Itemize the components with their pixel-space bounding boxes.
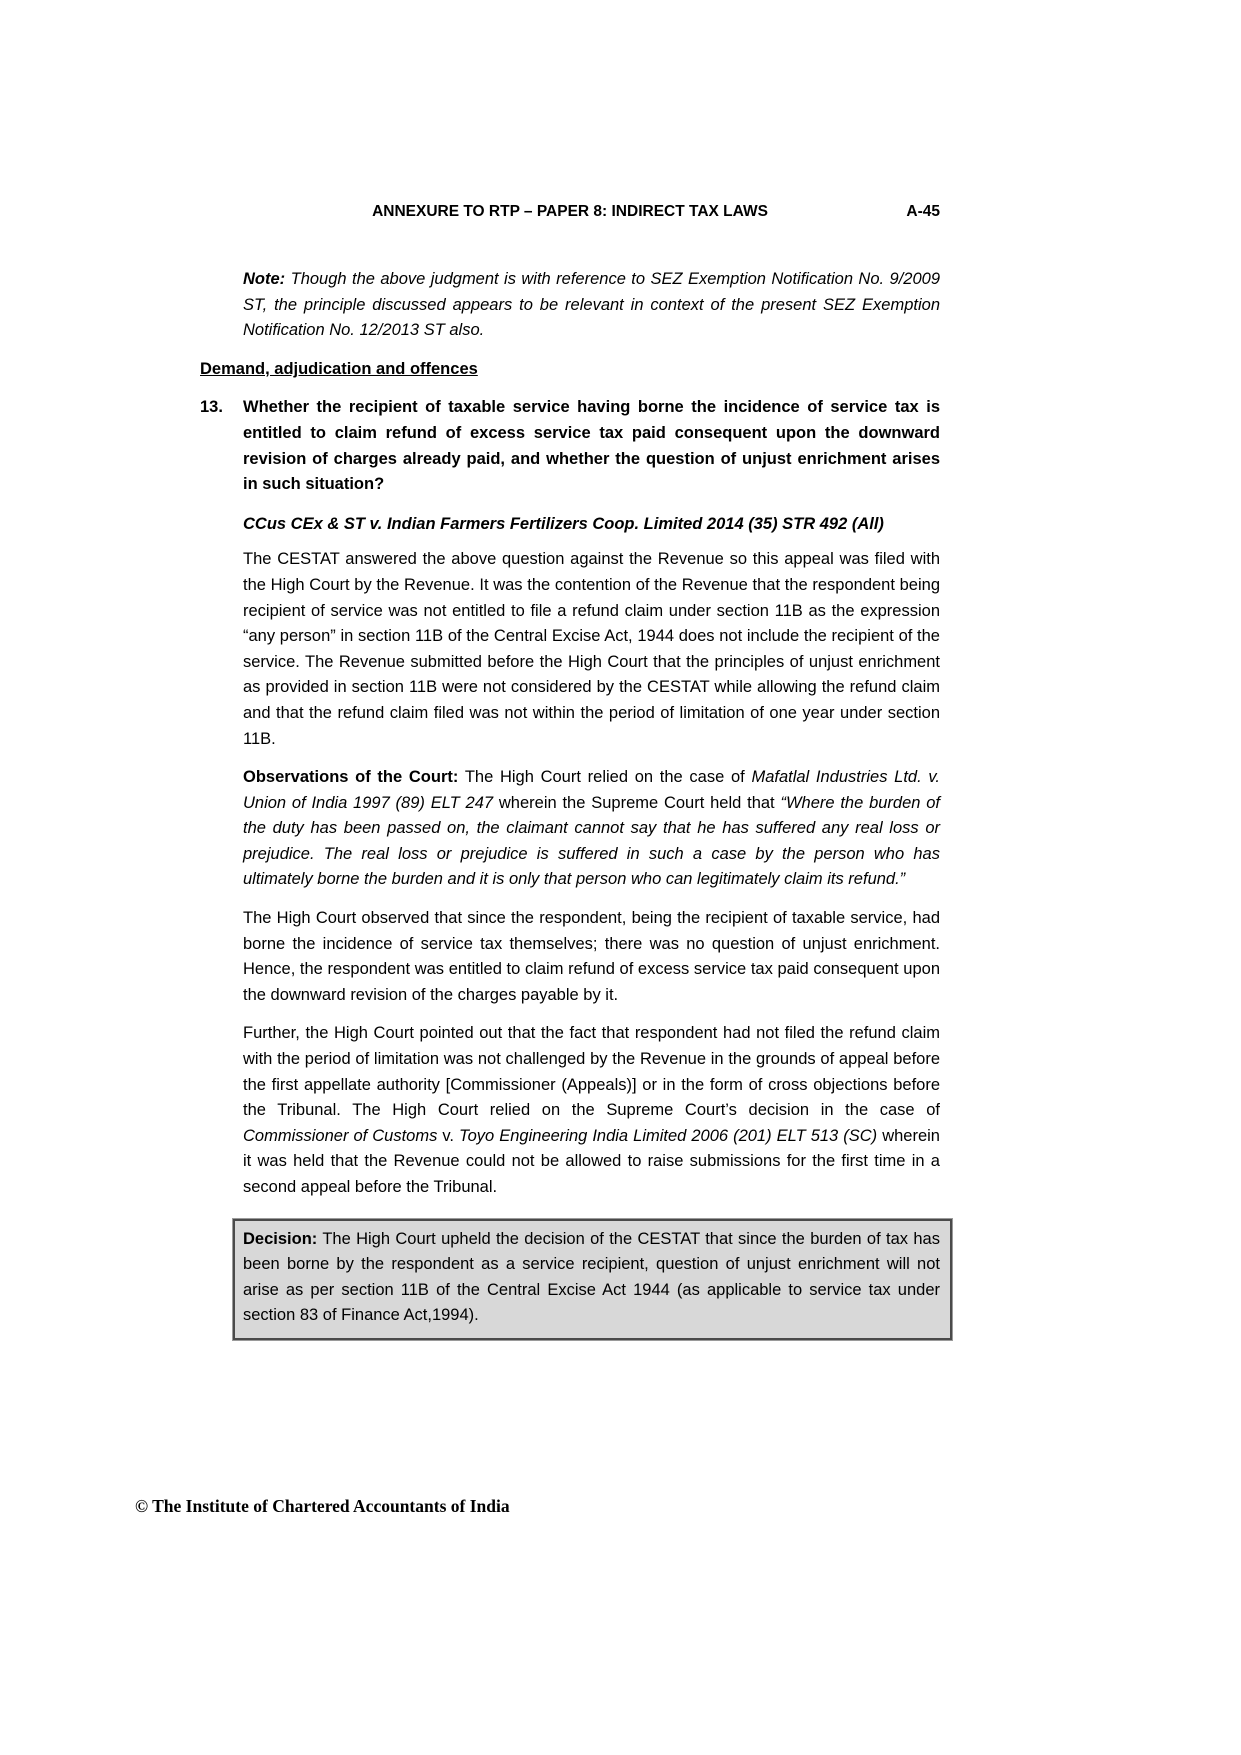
customs-case-ref: Commissioner of Customs	[243, 1126, 438, 1145]
observations-connector: wherein the Supreme Court held that	[498, 793, 775, 812]
cestat-paragraph: The CESTAT answered the above question against the Revenue so this appeal was filed with the High Court by the Revenue. It was the contention of the Revenue that the respondent being recipient of service was not entitled to file a refund claim under section 11B as the expression “any person” in section 11B of the Central Excise Act, 1944 does not include the recipient of the service. The Revenue submitted before the High Court that the principles of unjust enrichment as provided in section 11B were not considered by the CESTAT while allowing the refund claim and that the refund claim filed was not within the period of limitation of one year under section 11B.	[243, 550, 940, 748]
versus-text: v.	[442, 1126, 455, 1145]
observations-paragraph	[243, 765, 940, 893]
decision-box	[233, 1219, 952, 1340]
header-title: ANNEXURE TO RTP – PAPER 8: INDIRECT TAX LAWS	[372, 203, 768, 220]
further-tail: wherein it was held that the Revenue could not be allowed to raise submissions for the first time in a second appeal before the Tribunal.	[243, 1126, 940, 1196]
note-text: Though the above judgment is with reference to SEZ Exemption Notification No. 9/2009 ST, the principle discussed appears to be relevant in context of the present SEZ Exemption Notification No. 12/2013 ST also.	[243, 270, 940, 340]
further-paragraph	[243, 1021, 940, 1200]
observed-paragraph: The High Court observed that since the respondent, being the recipient of taxable service, had borne the incidence of service tax themselves; there was no question of unjust enrichment. Hence, the respondent was entitled to claim refund of excess service tax paid consequent upon the downward revision of the charges payable by it.	[243, 909, 940, 1004]
case-citation: CCus CEx & ST v. Indian Farmers Fertilizers Coop. Limited 2014 (35) STR 492 (All)	[243, 514, 884, 533]
observations-lead: The High Court relied on the case of	[464, 768, 745, 787]
question-text: Whether the recipient of taxable service having borne the incidence of service tax is entitled to claim refund of excess service tax paid consequent upon the downward revision of charges already paid, and whether the question of unjust enrichment arises in such situation?	[243, 398, 940, 494]
decision-label: Decision:	[243, 1229, 318, 1248]
content-area	[200, 267, 940, 1340]
note-paragraph	[243, 267, 940, 344]
page-footer: © The Institute of Chartered Accountants of India	[135, 1496, 510, 1516]
question-number: 13.	[200, 398, 223, 417]
observations-label: Observations of the Court:	[243, 768, 459, 787]
supreme-court-quote: “Where the burden of the duty has been passed on, the claimant cannot say that he has suffered any real loss or prejudice. The real loss or prejudice is suffered in such a case by the person who has ultimately borne the burden and it is only that person who can legitimately claim its refund.”	[243, 793, 941, 889]
decision-text: The High Court upheld the decision of the CESTAT that since the burden of tax has been borne by the respondent as a service recipient, question of unjust enrichment will not arise as per section 11B of the Central Excise Act 1944 (as applicable to service tax under section 83 of Finance Act,1994).	[243, 1229, 940, 1325]
section-heading: Demand, adjudication and offences	[200, 359, 478, 378]
page-number: A-45	[906, 203, 940, 220]
page-header	[200, 202, 940, 222]
note-label: Note:	[243, 270, 286, 288]
toyo-case-ref: Toyo Engineering India Limited 2006 (201) ELT 513 (SC)	[459, 1126, 878, 1145]
further-lead: Further, the High Court pointed out that the fact that respondent had not filed the refund claim with the period of limitation was not challenged by the Revenue in the grounds of appeal before the first appellate authority [Commissioner (Appeals)] or in the form of cross objections before the Tribunal. The High Court relied on the Supreme Court’s decision in the case of	[243, 1024, 940, 1120]
question-item-13	[200, 395, 940, 497]
mafatlal-case-ref: Mafatlal Industries Ltd. v. Union of India 1997 (89) ELT 247	[243, 768, 941, 812]
